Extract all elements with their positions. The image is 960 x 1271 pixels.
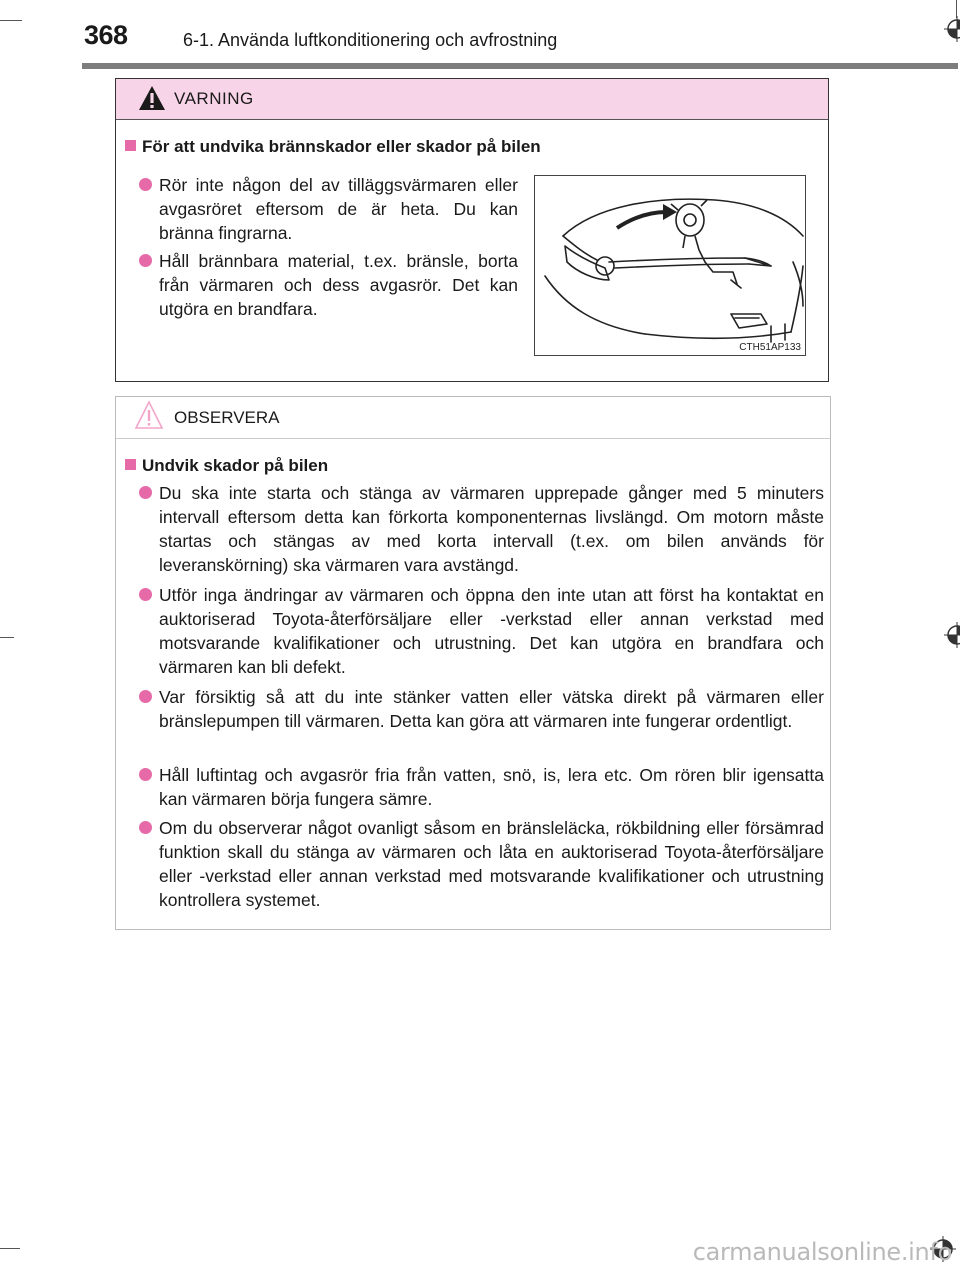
warning-section-heading xyxy=(125,137,541,157)
bullet-dot-icon xyxy=(139,588,152,601)
list-item-text: Rör inte någon del av tilläggsvärmaren eller avgasröret eftersom de är heta. Du kan bränna fingrarna. xyxy=(159,175,518,243)
page-number: 368 xyxy=(84,20,128,50)
caution-triangle-icon xyxy=(134,400,164,430)
list-item-text: Du ska inte starta och stänga av värmaren upprepade gånger med 5 minuters intervall eftersom detta kan förkorta komponenternas livslängd. Om motorn måste startas och stängas av med korta intervall (t.ex. om bilen används för leveranskörning) ska värmaren vara avstängd. xyxy=(159,483,824,575)
bullet-dot-icon xyxy=(139,768,152,781)
warning-header xyxy=(116,79,828,120)
list-item xyxy=(159,763,824,811)
watermark: carmanualsonline.info xyxy=(692,1238,952,1266)
crop-mark xyxy=(0,20,22,21)
notice-section-heading xyxy=(125,456,328,476)
list-item-text: Om du observerar något ovanligt såsom en bränsleläcka, rökbildning eller försämrad funktion skall du stänga av värmaren och låta en auktoriserad Toyota-återförsäljare eller -verkstad eller annan verkstad med motsvarande kvalifikationer och utrustning kontrollera systemet. xyxy=(159,818,824,910)
warning-section-heading-text: För att undvika brännskador eller skador på bilen xyxy=(142,137,541,156)
bullet-dot-icon xyxy=(139,254,152,267)
list-item xyxy=(159,685,824,733)
notice-header xyxy=(116,397,830,439)
list-item xyxy=(159,481,824,577)
list-item-text: Utför inga ändringar av värmaren och öppna den inte utan att först ha kontaktat en auktoriserad Toyota-återförsäljare eller -verkstad eller annan verkstad med motsvarande kvalifikationer och utrustning. Det kan utgöra en brandfara och värmaren kan bli defekt. xyxy=(159,585,824,677)
notice-title: OBSERVERA xyxy=(174,408,280,427)
list-item xyxy=(159,816,824,912)
bullet-dot-icon xyxy=(139,690,152,703)
notice-section-heading-text: Undvik skador på bilen xyxy=(142,456,329,475)
illustration-code: CTH51AP133 xyxy=(739,342,801,353)
list-item xyxy=(159,249,518,321)
list-item xyxy=(159,583,824,679)
list-item-text: Håll luftintag och avgasrör fria från vatten, snö, is, lera etc. Om rören blir igensatta kan värmaren börja fungera sämre. xyxy=(159,765,824,809)
list-item xyxy=(159,173,518,245)
registration-mark-icon xyxy=(944,16,960,42)
list-item-text: Håll brännbara material, t.ex. bränsle, borta från värmaren och dess avgasrör. Det kan utgöra en brandfara. xyxy=(159,251,518,319)
bullet-dot-icon xyxy=(139,486,152,499)
square-bullet-icon xyxy=(125,140,136,151)
car-heater-illustration xyxy=(534,175,806,356)
crop-mark xyxy=(0,637,14,638)
warning-title: VARNING xyxy=(174,89,254,108)
car-front-drawing xyxy=(535,176,805,355)
registration-mark-icon xyxy=(944,622,960,648)
bullet-dot-icon xyxy=(139,821,152,834)
crop-mark xyxy=(0,1248,20,1249)
header-rule xyxy=(82,63,958,69)
chapter-title: 6-1. Använda luftkonditionering och avfrostning xyxy=(183,30,558,50)
bullet-dot-icon xyxy=(139,178,152,191)
notice-box xyxy=(115,396,831,930)
warning-triangle-icon xyxy=(138,85,166,111)
list-item-text: Var försiktig så att du inte stänker vatten eller vätska direkt på värmaren eller bränslepumpen till värmaren. Detta kan göra att värmaren inte fungerar ordentligt. xyxy=(159,687,824,731)
square-bullet-icon xyxy=(125,459,136,470)
